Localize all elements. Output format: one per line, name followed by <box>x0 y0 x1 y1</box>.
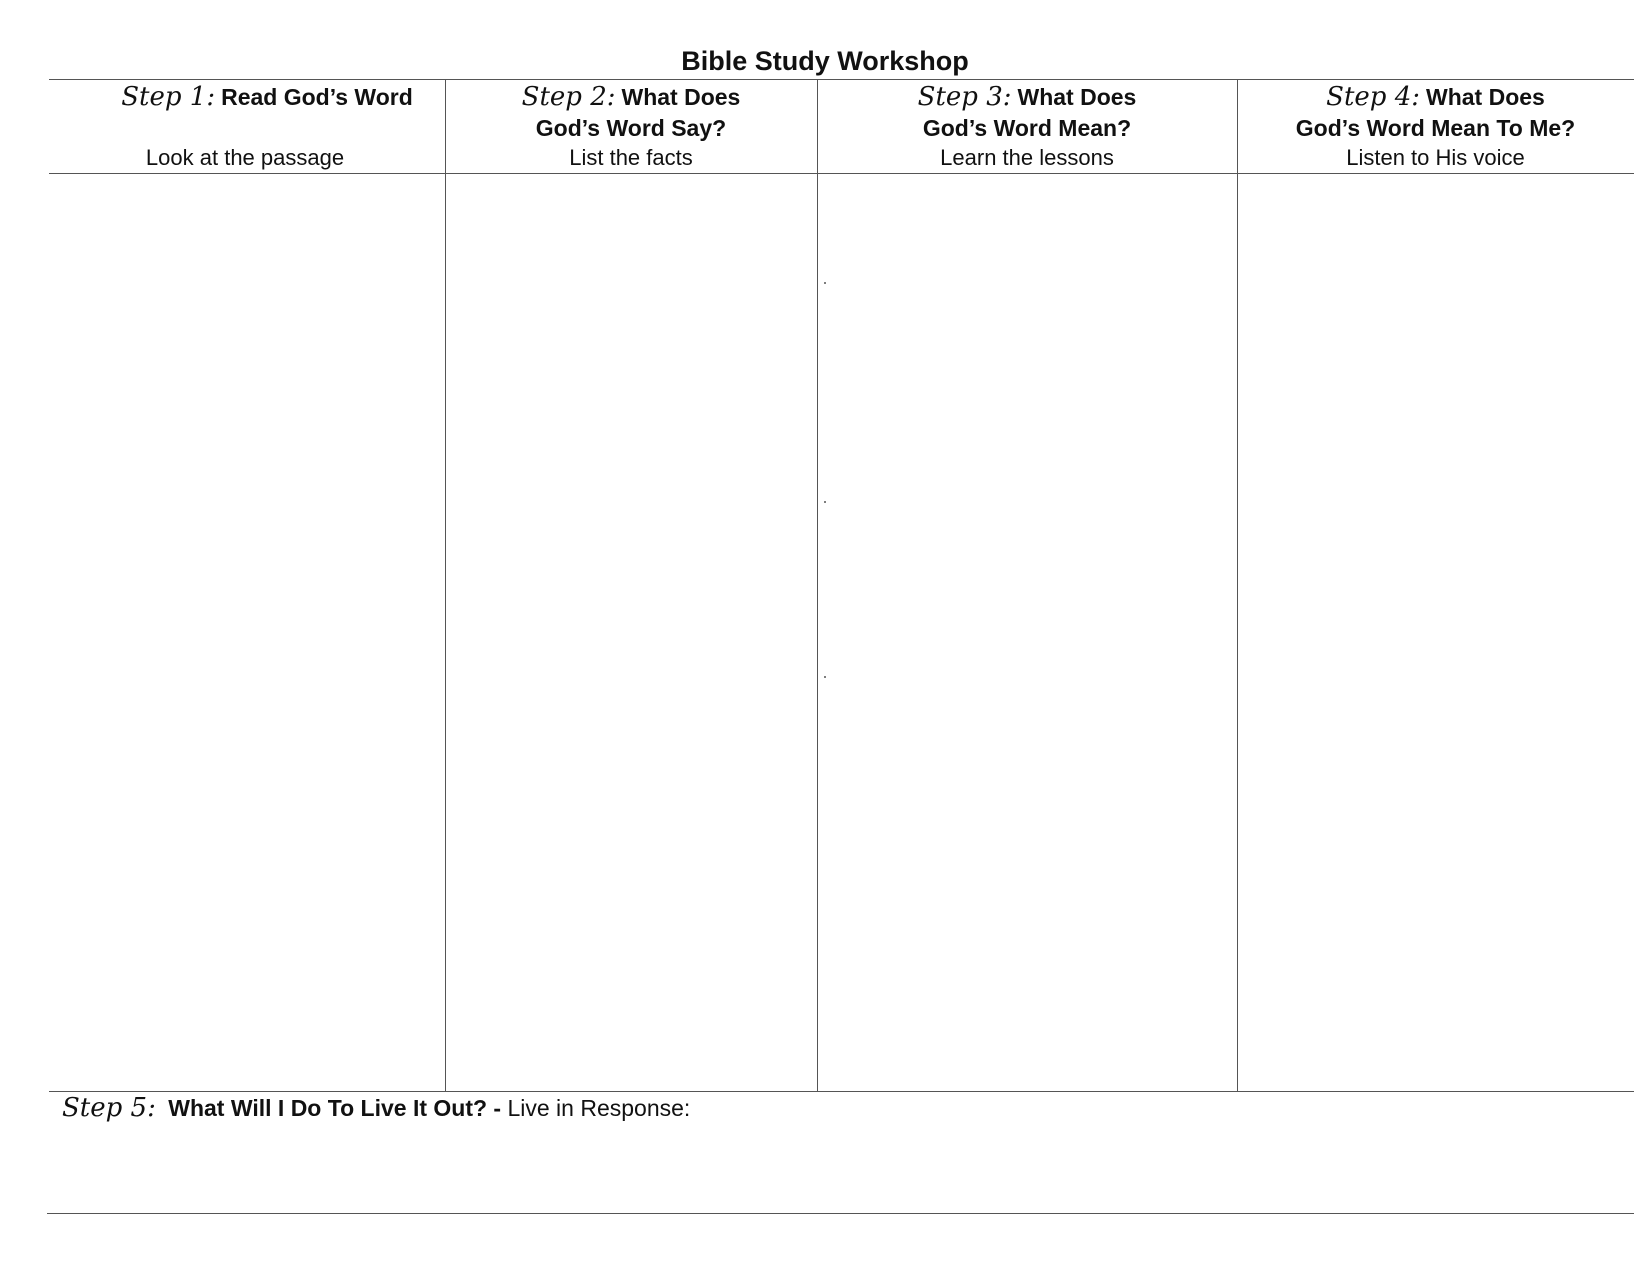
header-bottom-rule <box>49 173 1634 174</box>
header-top-rule <box>49 79 1634 80</box>
column-heading-text: What Does <box>1017 84 1137 110</box>
step-label: Step 5: <box>62 1093 156 1123</box>
column-heading-text: What Does <box>1426 84 1545 110</box>
step-label: Step 1: <box>121 82 216 112</box>
step-5-subtitle: Live in Response: <box>507 1095 691 1121</box>
column-header-step-1 <box>49 82 445 172</box>
column-heading-text: What Does <box>621 84 741 110</box>
step-label: Step 3: <box>917 82 1012 112</box>
column-subtitle: Learn the lessons <box>940 145 1114 170</box>
step-5-prompt <box>62 1092 690 1124</box>
page-title: Bible Study Workshop <box>681 46 969 76</box>
step-5-heading: What Will I Do To Live It Out? - <box>168 1095 502 1121</box>
column-header-step-2 <box>445 82 817 172</box>
column-heading-line2: God’s Word Say? <box>535 115 727 141</box>
speck <box>824 676 826 678</box>
column-divider-1 <box>445 79 446 1091</box>
column-divider-2 <box>817 79 818 1091</box>
response-bottom-rule <box>47 1213 1634 1214</box>
column-heading-step-3 <box>817 82 1237 113</box>
column-heading-line2 <box>49 113 445 144</box>
column-heading-step-1 <box>49 82 445 113</box>
column-subtitle: Look at the passage <box>145 145 345 170</box>
column-header-step-4 <box>1237 82 1634 172</box>
column-heading-line2: God’s Word Mean To Me? <box>1295 115 1576 141</box>
speck <box>824 501 826 503</box>
column-header-step-3 <box>817 82 1237 172</box>
speck <box>824 282 826 284</box>
column-divider-3 <box>1237 79 1238 1091</box>
step-label: Step 4: <box>1326 82 1420 112</box>
column-subtitle: Listen to His voice <box>1346 145 1525 170</box>
column-heading-step-4 <box>1237 82 1634 113</box>
step-label: Step 2: <box>521 82 616 112</box>
column-heading-step-2 <box>445 82 817 113</box>
column-heading-line2: God’s Word Mean? <box>922 115 1132 141</box>
column-subtitle: List the facts <box>569 145 693 170</box>
column-heading-text: Read God’s Word <box>221 84 413 110</box>
